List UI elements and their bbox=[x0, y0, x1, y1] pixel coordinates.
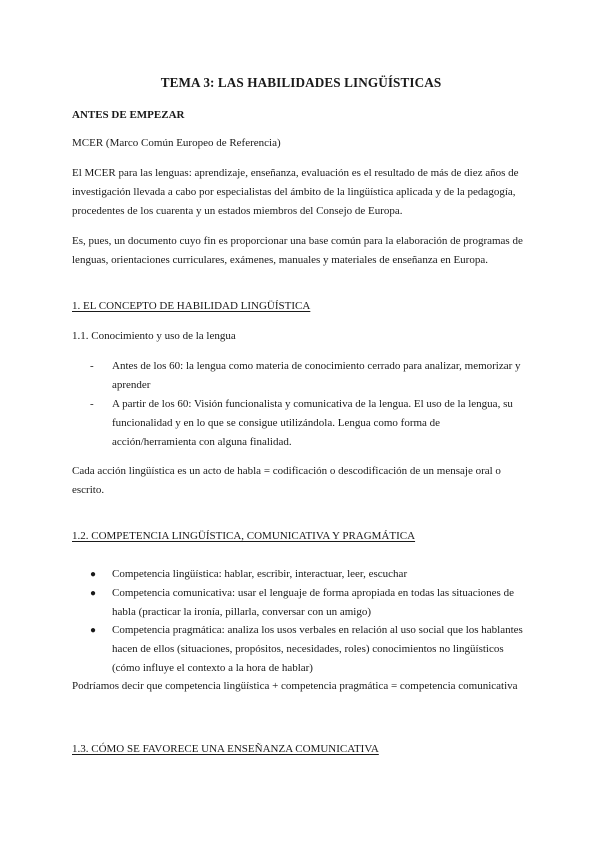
intro-heading: ANTES DE EMPEZAR bbox=[72, 109, 185, 121]
bullet-marker: ● bbox=[90, 625, 97, 636]
list-item-text: Competencia pragmática: analiza los usos verbales en relación al uso social que los hablantes hacen de ellos (situaciones, propósitos, necesidades, roles) conocimientos no lingüísticos (cómo influye el contexto a la hora de hablar) bbox=[112, 624, 523, 674]
subsection-1-1-heading: 1.1. Conocimiento y uso de la lengua bbox=[72, 330, 236, 342]
list-item-text: Antes de los 60: la lengua como materia de conocimiento cerrado para analizar, memorizar y aprender bbox=[112, 360, 521, 391]
paragraph-purpose: Es, pues, un documento cuyo fin es proporcionar una base común para la elaboración de programas de lenguas, orientaciones curriculares, exámenes, manuales y materiales de enseñanza en Europa. bbox=[72, 235, 523, 266]
list-item-text: Competencia comunicativa: usar el lenguaje de forma apropiada en todas las situaciones de habla (practicar la ironía, pillarla, conversar con un amigo) bbox=[112, 587, 514, 618]
bullet-marker: ● bbox=[90, 588, 97, 599]
section-1-heading: 1. EL CONCEPTO DE HABILIDAD LINGÜÍSTICA bbox=[72, 300, 311, 312]
paragraph-summary: Podríamos decir que competencia lingüística + competencia pragmática = competencia comunicativa bbox=[72, 680, 518, 692]
section-1-2-heading: 1.2. COMPETENCIA LINGÜÍSTICA, COMUNICATIVA Y PRAGMÁTICA bbox=[72, 530, 416, 542]
list-item-text: A partir de los 60: Visión funcionalista y comunicativa de la lengua. El uso de la lengua, su funcionalidad y en lo que se consigue utilizándola. Lengua como forma de acción/herramienta con alguna finalidad. bbox=[112, 398, 513, 448]
mcer-line: MCER (Marco Común Europeo de Referencia) bbox=[72, 137, 281, 149]
paragraph-mcer: El MCER para las lenguas: aprendizaje, enseñanza, evaluación es el resultado de más de diez años de investigación llevada a cabo por especialistas del ámbito de la lingüística aplicada y de la pedagogía, procedentes de los cuarenta y un estados miembros del Consejo de Europa. bbox=[72, 167, 519, 217]
dash-marker: - bbox=[90, 360, 94, 372]
paragraph-speech-act: Cada acción lingüística es un acto de habla = codificación o descodificación de un mensaje oral o escrito. bbox=[72, 465, 501, 496]
list-item-text: Competencia lingüística: hablar, escribir, interactuar, leer, escuchar bbox=[112, 568, 408, 580]
page-title: TEMA 3: LAS HABILIDADES LINGÜÍSTICAS bbox=[160, 75, 442, 90]
dash-marker: - bbox=[90, 398, 94, 410]
section-1-3-heading: 1.3. CÓMO SE FAVORECE UNA ENSEÑANZA COMUNICATIVA bbox=[72, 743, 379, 755]
bullet-marker: ● bbox=[90, 569, 97, 580]
